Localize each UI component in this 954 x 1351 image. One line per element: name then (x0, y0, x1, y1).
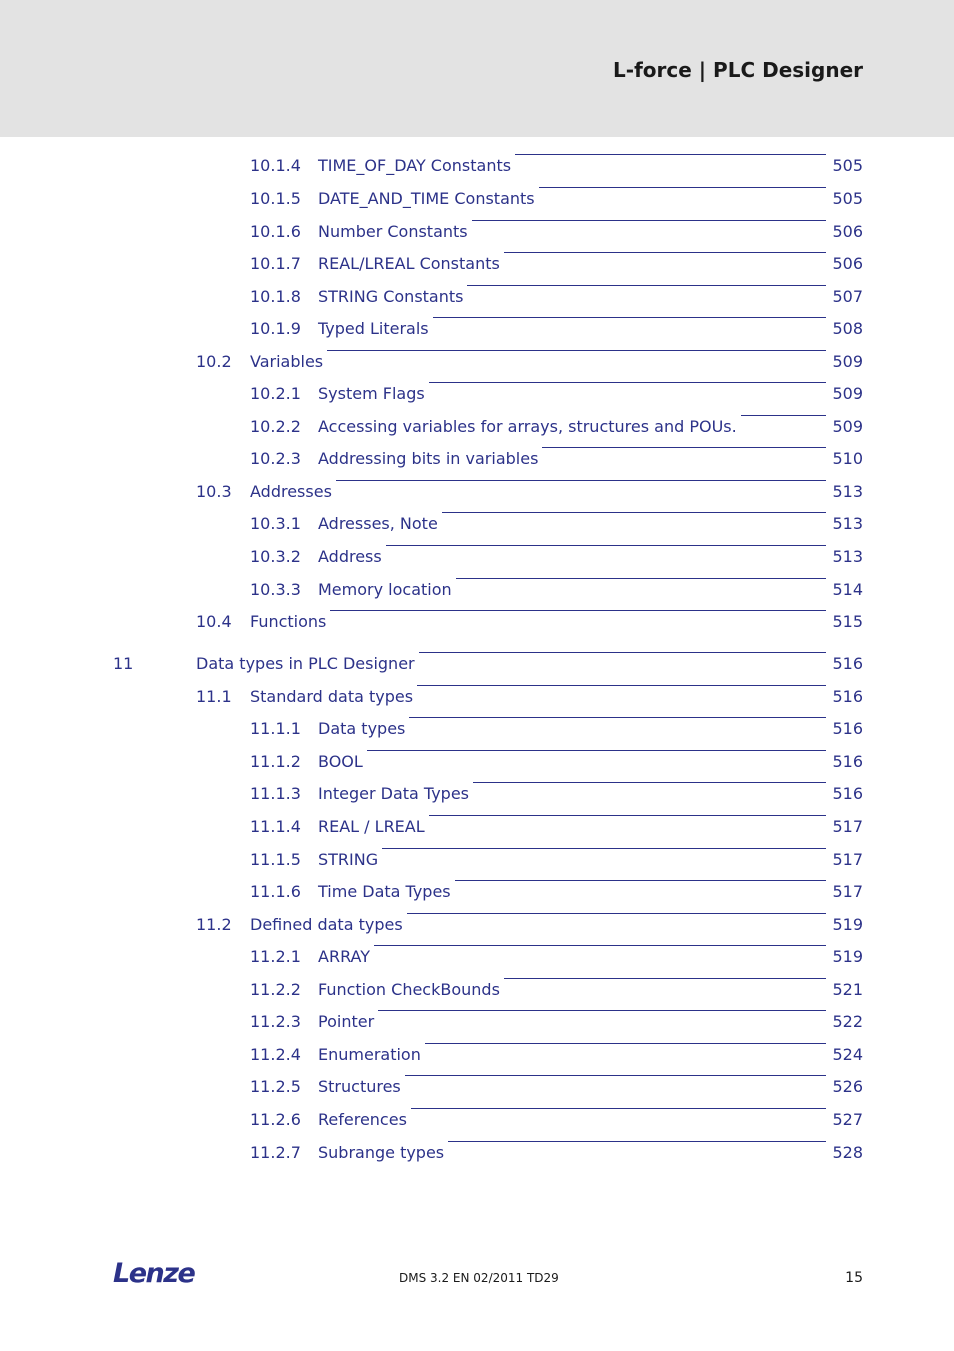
toc-entry[interactable] (0, 285, 954, 309)
toc-entry-page: 509 (832, 352, 863, 371)
toc-entry-number: 11.1.1 (250, 719, 301, 738)
toc-entry-title: Enumeration (318, 1043, 425, 1067)
toc-entry-number: 11.2 (196, 915, 232, 934)
page-header (0, 0, 954, 137)
toc-leader-line (318, 848, 826, 849)
toc-entry[interactable] (0, 717, 954, 741)
toc-entry-title: REAL / LREAL (318, 815, 429, 839)
toc-entry-title: Typed Literals (318, 317, 433, 341)
toc-entry-title: Standard data types (250, 685, 417, 709)
toc-entry-page: 516 (832, 719, 863, 738)
toc-entry-page: 514 (832, 580, 863, 599)
toc-leader-line (250, 480, 826, 481)
toc-entry-page: 513 (832, 482, 863, 501)
toc-entry-title: REAL/LREAL Constants (318, 252, 504, 276)
toc-entry-page: 507 (832, 287, 863, 306)
toc-entry-page: 506 (832, 254, 863, 273)
toc-entry-title: References (318, 1108, 411, 1132)
toc-entry[interactable] (0, 815, 954, 839)
toc-entry-number: 11.2.6 (250, 1110, 301, 1129)
toc-entry[interactable] (0, 154, 954, 178)
toc-entry[interactable] (0, 848, 954, 872)
toc-entry-page: 508 (832, 319, 863, 338)
toc-entry[interactable] (0, 578, 954, 602)
toc-entry-title: BOOL (318, 750, 367, 774)
toc-entry-title: TIME_OF_DAY Constants (318, 154, 515, 178)
toc-entry-number: 11 (113, 654, 134, 673)
document-id: DMS 3.2 EN 02/2011 TD29 (399, 1271, 559, 1285)
toc-entry[interactable] (0, 1010, 954, 1034)
toc-entry-page: 509 (832, 417, 863, 436)
toc-entry-page: 509 (832, 384, 863, 403)
toc-entry-title: Variables (250, 350, 327, 374)
toc-entry[interactable] (0, 750, 954, 774)
toc-entry[interactable] (0, 685, 954, 709)
toc-entry-number: 11.2.2 (250, 980, 301, 999)
toc-leader-line (318, 945, 826, 946)
toc-leader-line (318, 545, 826, 546)
toc-entry-number: 10.2.3 (250, 449, 301, 468)
toc-entry[interactable] (0, 1043, 954, 1067)
toc-entry-page: 527 (832, 1110, 863, 1129)
toc-entry-page: 510 (832, 449, 863, 468)
toc-entry-page: 505 (832, 189, 863, 208)
toc-entry[interactable] (0, 447, 954, 471)
toc-entry-number: 10.1.4 (250, 156, 301, 175)
toc-entry-page: 513 (832, 547, 863, 566)
toc-entry[interactable] (0, 317, 954, 341)
toc-entry[interactable] (0, 945, 954, 969)
toc-entry-page: 515 (832, 612, 863, 631)
toc-entry-title: Addresses (250, 480, 336, 504)
lenze-logo: Lenze (113, 1258, 195, 1289)
toc-entry-number: 10.1.5 (250, 189, 301, 208)
toc-entry-number: 11.1.5 (250, 850, 301, 869)
toc-entry-number: 10.4 (196, 612, 232, 631)
toc-entry-title: Structures (318, 1075, 405, 1099)
toc-entry-title: Function CheckBounds (318, 978, 504, 1002)
toc-entry-number: 11.2.4 (250, 1045, 301, 1064)
toc-entry[interactable] (0, 512, 954, 536)
toc-entry-number: 10.2 (196, 352, 232, 371)
toc-entry-number: 11.1.2 (250, 752, 301, 771)
toc-leader-line (250, 610, 826, 611)
toc-entry[interactable] (0, 1141, 954, 1165)
toc-entry-number: 10.3.1 (250, 514, 301, 533)
toc-entry[interactable] (0, 1108, 954, 1132)
toc-entry-title: Data types (318, 717, 409, 741)
toc-entry-title: Subrange types (318, 1141, 448, 1165)
toc-entry-number: 11.2.3 (250, 1012, 301, 1031)
toc-entry-page: 516 (832, 654, 863, 673)
toc-entry[interactable] (0, 652, 954, 676)
toc-entry-page: 516 (832, 784, 863, 803)
toc-entry-number: 11.1.3 (250, 784, 301, 803)
toc-entry-title: Time Data Types (318, 880, 455, 904)
toc-entry-page: 516 (832, 687, 863, 706)
toc-entry-title: Data types in PLC Designer (196, 652, 419, 676)
toc-entry-number: 10.1.8 (250, 287, 301, 306)
toc-leader-line (318, 1010, 826, 1011)
toc-entry-page: 517 (832, 882, 863, 901)
toc-entry-number: 11.2.1 (250, 947, 301, 966)
toc-entry[interactable] (0, 382, 954, 406)
toc-entry-number: 11.1.6 (250, 882, 301, 901)
toc-entry-page: 524 (832, 1045, 863, 1064)
toc-entry-page: 517 (832, 850, 863, 869)
toc-entry-title: STRING (318, 848, 382, 872)
toc-entry-page: 516 (832, 752, 863, 771)
toc-entry[interactable] (0, 913, 954, 937)
toc-entry-title: Addressing bits in variables (318, 447, 542, 471)
toc-entry-title: Pointer (318, 1010, 378, 1034)
toc-entry-title: System Flags (318, 382, 429, 406)
toc-entry-number: 10.2.2 (250, 417, 301, 436)
toc-entry[interactable] (0, 782, 954, 806)
toc-leader-line (250, 350, 826, 351)
toc-entry-number: 10.1.6 (250, 222, 301, 241)
toc-entry[interactable] (0, 610, 954, 634)
toc-entry[interactable] (0, 480, 954, 504)
toc-entry-number: 10.1.7 (250, 254, 301, 273)
toc-entry-title: Number Constants (318, 220, 472, 244)
toc-entry-page: 528 (832, 1143, 863, 1162)
toc-entry-number: 10.1.9 (250, 319, 301, 338)
toc-entry-title: Memory location (318, 578, 456, 602)
toc-entry-title: Integer Data Types (318, 782, 473, 806)
toc-entry-page: 513 (832, 514, 863, 533)
toc-entry-page: 526 (832, 1077, 863, 1096)
toc-leader-line (318, 750, 826, 751)
toc-entry-page: 519 (832, 915, 863, 934)
toc-entry-title: Address (318, 545, 386, 569)
toc-entry[interactable] (0, 545, 954, 569)
page-number: 15 (845, 1270, 863, 1286)
toc-entry-number: 10.3 (196, 482, 232, 501)
toc-entry-number: 11.2.7 (250, 1143, 301, 1162)
toc-entry-number: 10.3.2 (250, 547, 301, 566)
toc-entry-title: Defined data types (250, 913, 407, 937)
toc-entry[interactable] (0, 350, 954, 374)
toc-entry[interactable] (0, 415, 954, 439)
toc-entry-page: 506 (832, 222, 863, 241)
toc-entry-title: Accessing variables for arrays, structures and POUs. (318, 415, 741, 439)
toc-entry[interactable] (0, 252, 954, 276)
toc-entry[interactable] (0, 1075, 954, 1099)
toc-entry-title: DATE_AND_TIME Constants (318, 187, 539, 211)
toc-entry-number: 10.2.1 (250, 384, 301, 403)
toc-entry-title: Functions (250, 610, 330, 634)
toc-entry-title: STRING Constants (318, 285, 467, 309)
toc-entry-title: Adresses, Note (318, 512, 442, 536)
toc-entry-page: 522 (832, 1012, 863, 1031)
toc-entry[interactable] (0, 880, 954, 904)
toc-entry-page: 517 (832, 817, 863, 836)
toc-entry-number: 11.1 (196, 687, 232, 706)
toc-entry[interactable] (0, 187, 954, 211)
toc-entry[interactable] (0, 220, 954, 244)
toc-entry-number: 11.2.5 (250, 1077, 301, 1096)
toc-entry[interactable] (0, 978, 954, 1002)
toc-entry-number: 10.3.3 (250, 580, 301, 599)
header-title: L-force | PLC Designer (613, 58, 863, 82)
toc-entry-page: 505 (832, 156, 863, 175)
toc-entry-number: 11.1.4 (250, 817, 301, 836)
toc-entry-page: 519 (832, 947, 863, 966)
toc-entry-title: ARRAY (318, 945, 374, 969)
toc-entry-page: 521 (832, 980, 863, 999)
